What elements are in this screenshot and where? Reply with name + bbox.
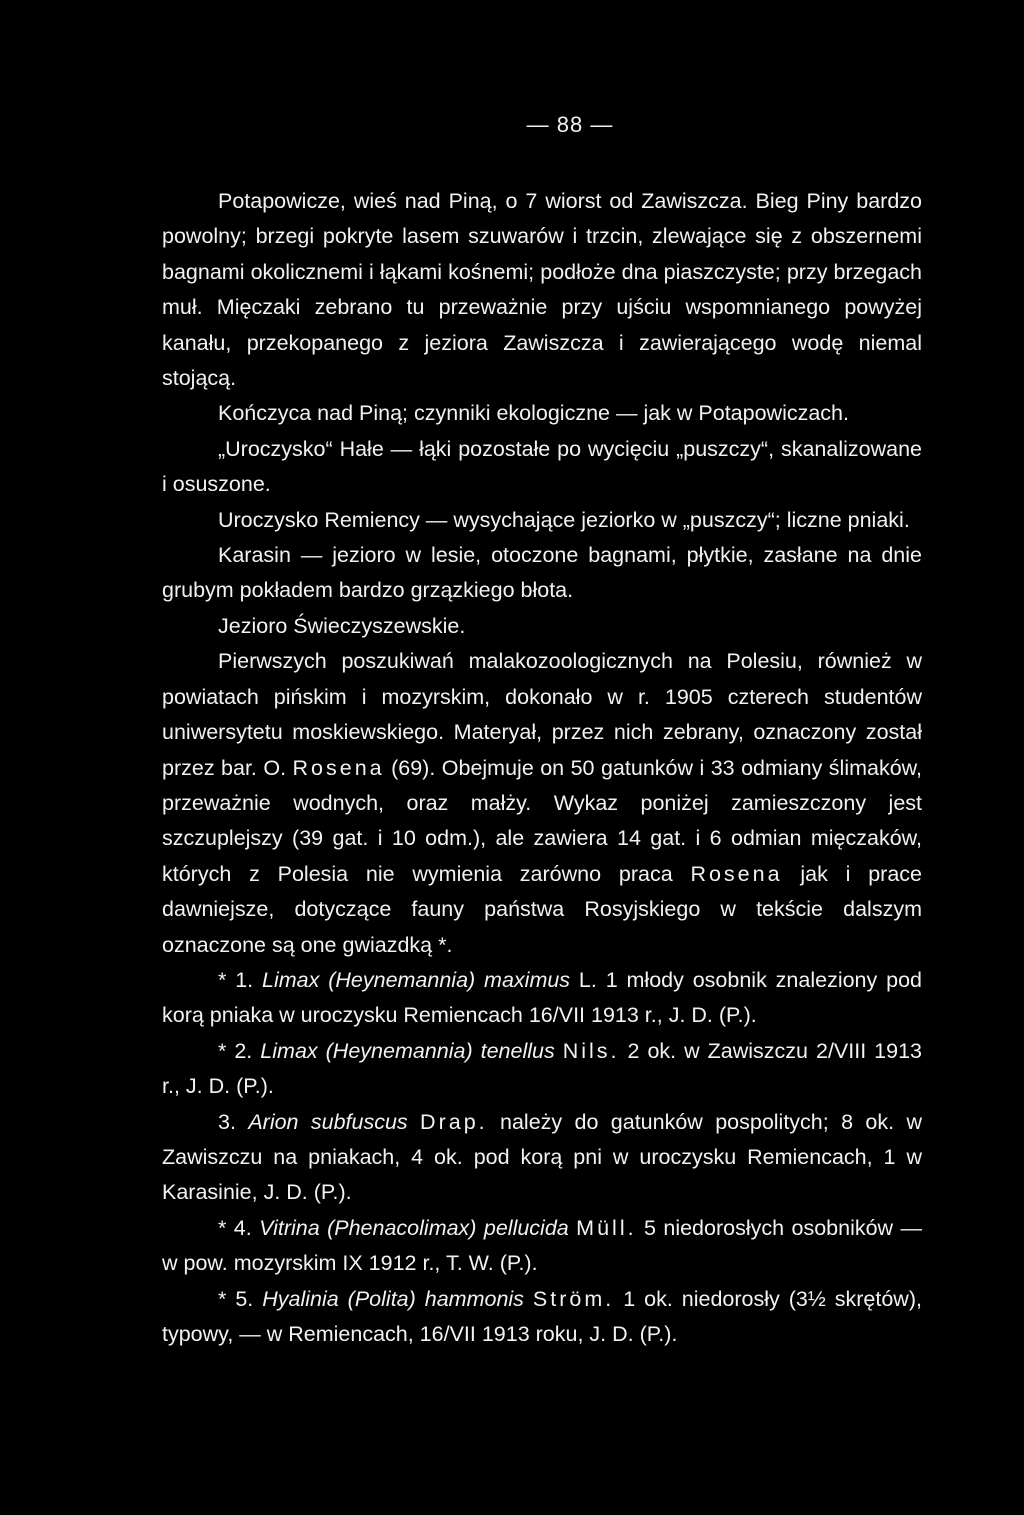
page (162, 112, 922, 1352)
species-text: 1 ok. niedorosły (3½ skrętów), typowy, — w Remiencach, 16/VII 1913 roku, J. D. (P.). (162, 1286, 922, 1346)
species-entry (162, 1282, 922, 1353)
species-number: 3. (218, 1109, 236, 1134)
pierwszych-text-2: (69). Obejmuje on 50 gatunków i 33 odmiany ślimaków, przeważnie wodnych, oraz małży. Wykaz poniżej zamieszczony jest szczuplejszy (39 gat. i 10 odm.), ale zawiera 14 gat. i 6 odmian mięczaków, których z Polesia nie wymienia zarówno praca (162, 755, 922, 886)
species-entry (162, 963, 922, 1034)
author-rosen-1: Rosena (292, 755, 385, 780)
species-text: 1 młody osobnik znaleziony pod korą pniaka w uroczysku Remiencach 16/VII 1913 r., J. D. (P.). (162, 967, 922, 1028)
species-author: Ström. (532, 1286, 615, 1311)
species-author: Nils. (562, 1038, 620, 1063)
pierwszych-text-1: Pierwszych poszukiwań malakozoologicznych na Polesiu, również w powiatach pińskim i mozyrskim, dokonało w r. 1905 czterech studentów uniwersytetu moskiewskiego. Materyał, przez nich zebrany, oznaczony został przez bar. O. (162, 649, 922, 780)
species-text: należy do gatunków pospolitych; 8 ok. w Zawiszczu na pniakach, 4 ok. pod korą pni w uroczysku Remiencach, 1 w Karasinie, J. D. (P.). (162, 1109, 922, 1205)
pierwszych-text-3: jak i prace dawniejsze, dotyczące fauny państwa Rosyjskiego w tekście dalszym oznaczone są one gwiazdką *. (162, 861, 922, 957)
species-number: * 5. (218, 1286, 254, 1311)
species-entry (162, 1211, 922, 1282)
paragraph-remiency: Uroczysko Remiency — wysychające jeziorko w „puszczy“; liczne pniaki. (218, 507, 910, 532)
page-number: — 88 — (526, 112, 614, 137)
species-name: Vitrina (Phenacolimax) pellucida (259, 1215, 569, 1240)
species-number: * 1. (218, 967, 254, 992)
species-name: Arion subfuscus (248, 1109, 408, 1134)
species-author: Müll. (576, 1215, 637, 1240)
paragraph-pierwszych (162, 644, 922, 963)
species-name: Hyalinia (Polita) hammonis (262, 1286, 524, 1311)
species-name: Limax (Heynemannia) tenellus (260, 1038, 555, 1063)
species-text: 2 ok. w Zawiszczu 2/VIII 1913 r., J. D. (P.). (162, 1038, 923, 1099)
species-entry (162, 1034, 922, 1105)
paragraph-potapowicze: Potapowicze, wieś nad Piną, o 7 wiorst od Zawiszcza. Bieg Piny bardzo powolny; brzegi pokryte lasem szuwarów i trzcin, zlewające się z obszernemi bagnami okolicznemi i łąkami kośnemi; podłoże dna piaszczyste; przy brzegach muł. Mięczaki zebrano tu przeważnie przy ujściu wspomnianego powyżej kanału, przekopanego z jeziora Zawiszcza i zawierającego wodę niemal stojącą. (162, 189, 922, 391)
paragraph-swieczyszewskie: Jezioro Świeczyszewskie. (218, 613, 466, 638)
species-entry (162, 1105, 922, 1211)
species-text: 5 niedorosłych osobników — w pow. mozyrskim IX 1912 r., T. W. (P.). (162, 1215, 922, 1276)
paragraph-konczyca: Kończyca nad Piną; czynniki ekologiczne — jak w Potapowiczach. (218, 401, 849, 426)
species-name: Limax (Heynemannia) maximus (262, 967, 571, 992)
author-rosen-2: Rosena (690, 861, 783, 886)
paragraph-hale: „Uroczysko“ Hałe — łąki pozostałe po wycięciu „puszczy“, skanalizowane i osuszone. (162, 436, 922, 497)
species-number: * 4. (218, 1215, 252, 1240)
paragraph-karasin: Karasin — jezioro w lesie, otoczone bagnami, płytkie, zasłane na dnie grubym pokładem bardzo grzązkiego błota. (162, 543, 922, 603)
species-number: * 2. (218, 1038, 253, 1063)
species-author: Drap. (420, 1109, 488, 1134)
species-author: L. (578, 967, 597, 992)
